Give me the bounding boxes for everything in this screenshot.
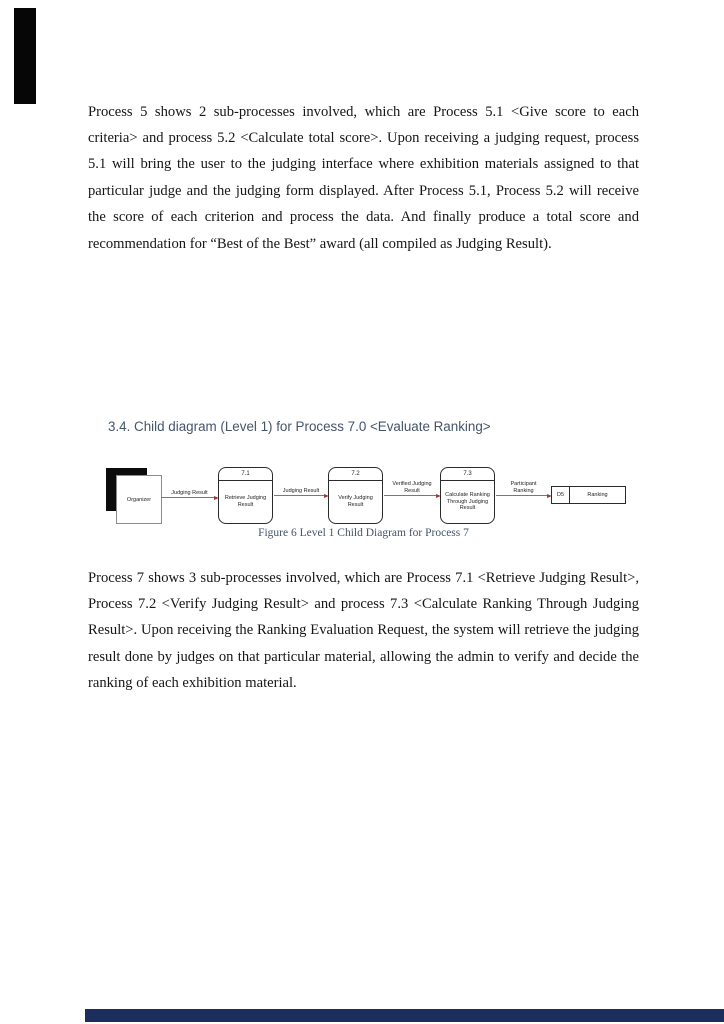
process-box-7-2 xyxy=(328,467,383,524)
flow-label: Participant Ranking xyxy=(510,481,537,494)
process-label: Verify Judging Result xyxy=(338,495,373,508)
section-heading-3-4: 3.4. Child diagram (Level 1) for Process 7.0 <Evaluate Ranking> xyxy=(108,419,491,434)
paragraph-process-5: Process 5 shows 2 sub-processes involved, which are Process 5.1 <Give score to each criteria> and process 5.2 <Calculate total score>. Upon receiving a judging request, process 5.1 will bring the user to the judging interface where exhibition materials assigned to that particular judge and the judging form displayed. After Process 5.1, Process 5.2 will receive the score of each criterion and process the data. And finally produce a total score and recommendation for “Best of the Best” award (all compiled as Judging Result). xyxy=(88,103,639,252)
flow-label: Verified Judging Result xyxy=(392,481,432,494)
top-left-black-bar xyxy=(14,8,36,104)
flow-line xyxy=(161,497,216,498)
process-id: 7.3 xyxy=(441,468,494,481)
process-id: 7.2 xyxy=(329,468,382,481)
figure-caption: Figure 6 Level 1 Child Diagram for Process 7 xyxy=(258,527,469,539)
dfd-level1-process7-diagram xyxy=(85,458,645,530)
flow-judging-result-1 xyxy=(161,481,218,498)
bottom-navy-bar xyxy=(85,1009,724,1022)
flow-line xyxy=(274,495,326,496)
process-label: Retrieve Judging Result xyxy=(224,495,267,508)
process-id: 7.1 xyxy=(219,468,272,481)
process-box-7-1 xyxy=(218,467,273,524)
datastore-d5-ranking xyxy=(551,486,626,504)
external-entity-organizer xyxy=(116,475,162,524)
process-label: Calculate Ranking Through Judging Result xyxy=(445,492,490,512)
flow-label: Judging Result xyxy=(171,489,208,496)
flow-line xyxy=(496,495,549,496)
flow-participant-ranking xyxy=(496,473,551,496)
datastore-label: Ranking xyxy=(587,492,608,498)
external-entity-label: Organizer xyxy=(126,496,152,503)
flow-verified-judging-result xyxy=(384,473,440,496)
process-box-7-3 xyxy=(440,467,495,524)
flow-judging-result-2 xyxy=(274,479,328,496)
flow-label: Judging Result xyxy=(282,487,320,494)
paragraph-process-7: Process 7 shows 3 sub-processes involved, which are Process 7.1 <Retrieve Judging Result>, Process 7.2 <Verify Judging Result> and process 7.3 <Calculate Ranking Through Judging Result>. Upon receiving the Ranking Evaluation Request, the system will retrieve the judging result done by judges on that particular material, allowing the admin to verify and decide the ranking of each exhibition material. xyxy=(88,569,639,692)
flow-line xyxy=(384,495,438,496)
datastore-id: D5 xyxy=(552,487,570,503)
